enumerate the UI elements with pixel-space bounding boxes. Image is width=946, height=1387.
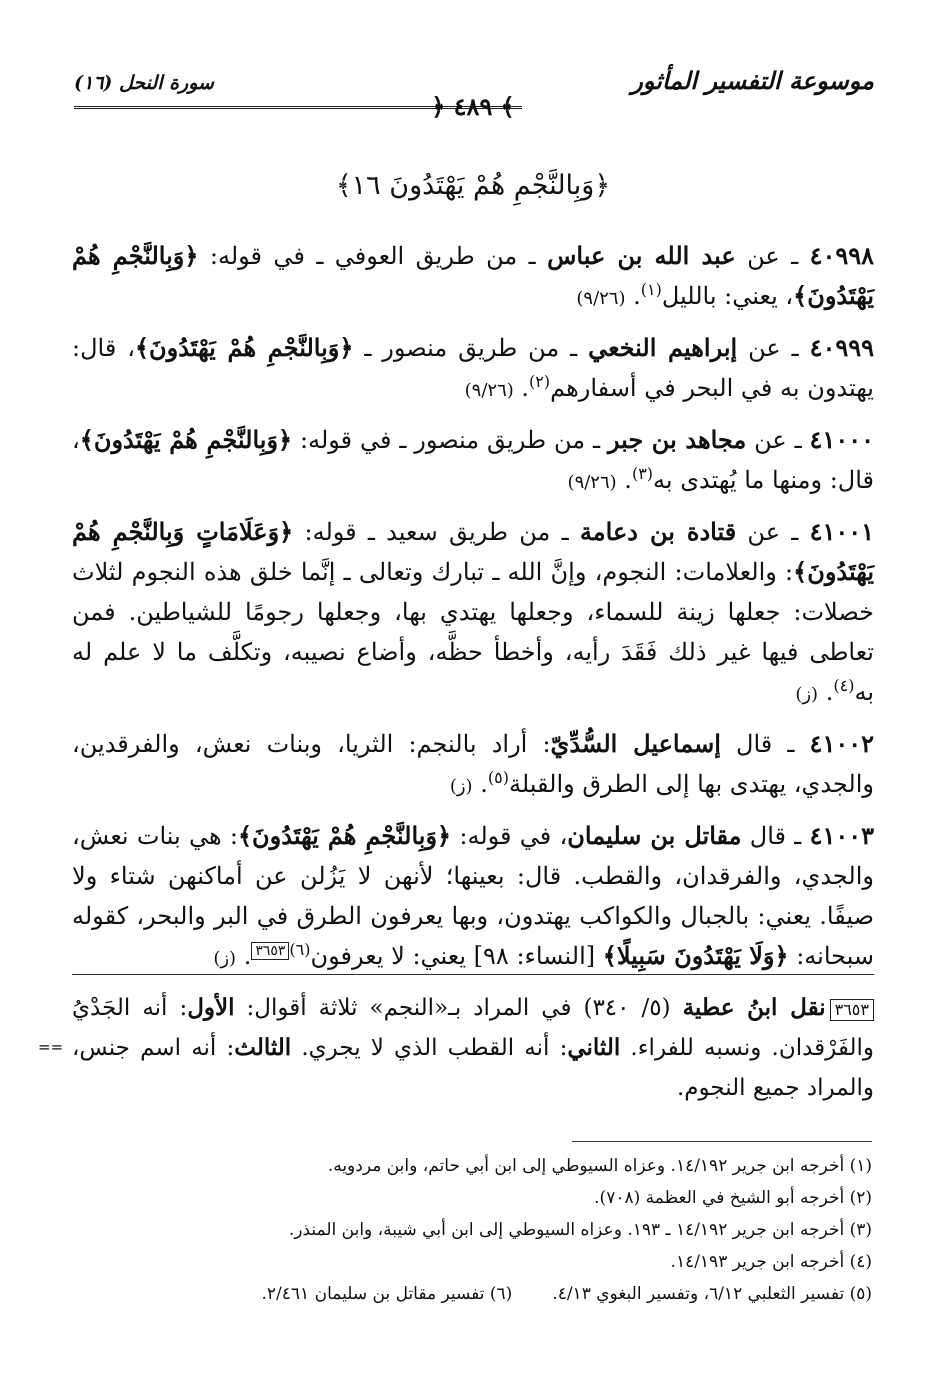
narrator-name: إسماعيل السُّدِّيّ bbox=[550, 729, 721, 758]
entry bbox=[72, 328, 874, 411]
entry-text: . bbox=[236, 942, 252, 970]
quran-quote: ﴿وَلَا يَهْتَدُونَ سَبِيلًا﴾ bbox=[602, 941, 789, 970]
comment-text: : أنه اسم جنس، والمراد جميع النجوم. bbox=[72, 1035, 874, 1101]
entry-text: ، يعني: بالليل bbox=[661, 282, 794, 310]
quran-quote: ﴿وَبِالنَّجْمِ هُمْ يَهْتَدُونَ﴾ bbox=[134, 333, 354, 362]
quran-quote: ﴿وَبِالنَّجْمِ هُمْ يَهْتَدُونَ﴾ bbox=[79, 425, 293, 454]
page-number: ﴾ ٤٨٩ ﴿ bbox=[431, 92, 515, 121]
footnote: (٦) تفسير مقاتل بن سليمان ٢/٤٦١. bbox=[261, 1284, 513, 1304]
footnotes bbox=[70, 1150, 872, 1310]
entry-number: ٤٠٩٩٨ bbox=[809, 241, 875, 270]
entry-text: . bbox=[625, 282, 641, 310]
entry bbox=[72, 816, 874, 979]
footnote: (٤) أخرجه ابن جرير ١٤/١٩٣. bbox=[670, 1252, 872, 1272]
header-rule-left bbox=[74, 106, 422, 109]
comment-text: (٥/ ٣٤٠) في المراد بـ«النجم» ثلاثة أقوال: bbox=[234, 995, 683, 1021]
editor-comment bbox=[72, 988, 874, 1108]
ayah-heading: ﴿وَبِالنَّجْمِ هُمْ يَهْتَدُونَ ١٦﴾ bbox=[335, 170, 611, 201]
entry-text: : هي بنات نعش، والجدي، والفرقدان، والقطب. قال: بعينها؛ لأنهن لا يَزُلن عن أماكنهن شتاء ولا صيفًا. يعني: بالجبال والكواكب يهتدون، وبها يعرفون الطرق في البر والبحر، كقوله سبحانه: bbox=[72, 822, 874, 970]
entry-text: ـ قال bbox=[741, 822, 810, 850]
surah-title: سورة النحل (١٦) bbox=[74, 72, 214, 94]
entry-text: ـ عن bbox=[735, 242, 810, 270]
comment-separator bbox=[72, 974, 874, 975]
comment-lead: نقل ابنُ عطية bbox=[682, 994, 826, 1021]
footnote-row bbox=[70, 1278, 872, 1310]
footnote-rule bbox=[572, 1141, 872, 1142]
book-title: موسوعة التفسير المأثور bbox=[631, 66, 874, 95]
entry-number: ٤١٠٠٣ bbox=[809, 821, 875, 850]
entry-text: ، قال: يهتدون به في البحر في أسفارهم bbox=[72, 334, 874, 402]
narrator-name: قتادة بن دعامة bbox=[579, 517, 737, 546]
entry-text: ـ من طريق سعيد ـ قوله: bbox=[293, 518, 580, 546]
entry-number: ٤٠٩٩٩ bbox=[809, 333, 875, 362]
narrator-name: عبد الله بن عباس bbox=[547, 241, 736, 270]
narrations bbox=[72, 236, 874, 988]
narrator-name: مجاهد بن جبر bbox=[607, 425, 747, 454]
entry-text: ـ عن bbox=[737, 334, 810, 362]
entry-number: ٤١٠٠٢ bbox=[809, 729, 874, 758]
entry-number: ٤١٠٠٠ bbox=[809, 425, 874, 454]
footnote: (٥) تفسير الثعلبي ٦/١٢، وتفسير البغوي ٤/١٣. bbox=[552, 1284, 872, 1304]
quran-quote: ﴿وَبِالنَّجْمِ هُمْ يَهْتَدُونَ﴾ bbox=[72, 241, 874, 310]
entry-text: : والعلامات: النجوم، وإنَّ الله ـ تبارك وتعالى ـ إنَّما خلق هذه النجوم لثلاث خصلات: جعلها زينة للسماء، وجعلها يهتدي بها، وجعلها رجومًا للشياطين. فمن تعاطى فيها غير ذلك فَقَدَ رأيه، وأخطأ حظَّه، وأضاع نصيبه، وتكلَّف ما لا علم له به bbox=[72, 558, 875, 706]
narrator-name: مقاتل بن سليمان bbox=[567, 821, 742, 850]
entry-text: ، قال: ومنها ما يُهتدى به bbox=[72, 426, 874, 494]
entry-text: . bbox=[472, 770, 488, 798]
volume-reference: (٩/٢٦) bbox=[464, 380, 514, 401]
margin-mark: == bbox=[38, 1038, 64, 1056]
comment-number-box: ٣٦٥٣ bbox=[830, 999, 874, 1021]
entry-text: ـ عن bbox=[736, 518, 810, 546]
entry bbox=[72, 724, 874, 807]
entry-text: . bbox=[616, 466, 632, 494]
comment-text: : أنه القطب الذي لا يجري. bbox=[291, 1035, 568, 1061]
footnote: (١) أخرجه ابن جرير ١٤/١٩٢. وعزاه السيوطي إلى ابن أبي حاتم، وابن مردويه. bbox=[327, 1156, 872, 1176]
entry bbox=[72, 236, 874, 319]
entry-text: ـ من طريق منصور ـ في قوله: bbox=[292, 426, 608, 454]
entry-text: ـ من طريق منصور ـ bbox=[353, 334, 589, 362]
footnote: (٢) أخرجه أبو الشيخ في العظمة (٧٠٨). bbox=[594, 1188, 872, 1208]
footnote-marker: (٢) bbox=[529, 372, 551, 391]
entry-number: ٤١٠٠١ bbox=[809, 517, 875, 546]
entry-text: [النساء: ٩٨] يعني: لا يعرفون bbox=[310, 942, 603, 970]
footnote-marker: (١) bbox=[640, 280, 662, 299]
footnote: (٣) أخرجه ابن جرير ١٤/١٩٢ ـ ١٩٣. وعزاه السيوطي إلى ابن أبي شيبة، وابن المنذر. bbox=[288, 1220, 872, 1240]
entry-text: ـ عن bbox=[746, 426, 810, 454]
footnote-marker: (٣) bbox=[631, 464, 654, 483]
footnote-marker: (٥) bbox=[487, 768, 509, 787]
entry-text: ـ من طريق العوفي ـ في قوله: bbox=[198, 242, 548, 270]
volume-reference: (ز) bbox=[795, 684, 819, 705]
entry-text: : أراد بالنجم: الثريا، وبنات نعش، والفرقدين، والجدي، يهتدى بها إلى الطرق والقبلة bbox=[72, 730, 874, 798]
volume-reference: (٩/٢٦) bbox=[576, 288, 626, 309]
entry-text: ـ قال bbox=[720, 730, 810, 758]
quran-quote: ﴿وَبِالنَّجْمِ هُمْ يَهْتَدُونَ﴾ bbox=[237, 821, 452, 850]
footnote-marker: (٦) bbox=[289, 940, 311, 959]
entry bbox=[72, 420, 874, 503]
narrator-name: إبراهيم النخعي bbox=[588, 333, 738, 362]
comment-keyword: الأول bbox=[187, 994, 235, 1021]
volume-reference: (٩/٢٦) bbox=[567, 472, 617, 493]
volume-reference: (ز) bbox=[449, 776, 473, 797]
entry-text: . bbox=[513, 374, 530, 402]
comment-keyword: الثالث bbox=[234, 1034, 292, 1061]
footnote-marker: (٤) bbox=[833, 676, 855, 695]
comment-keyword: الثاني bbox=[567, 1034, 621, 1061]
comment-text: : أنه الجَدْيُ والفَرْقدان. ونسبه للفراء. bbox=[72, 995, 874, 1061]
volume-reference: (ز) bbox=[213, 948, 237, 969]
entry-text: ، في قوله: bbox=[451, 822, 568, 850]
comment-reference-box: ٣٦٥٣ bbox=[251, 942, 289, 960]
quran-quote: ﴿وَعَلَامَاتٍ وَبِالنَّجْمِ هُمْ يَهْتَدُونَ﴾ bbox=[72, 517, 875, 586]
entry bbox=[72, 512, 874, 715]
entry-text: . bbox=[818, 678, 834, 706]
